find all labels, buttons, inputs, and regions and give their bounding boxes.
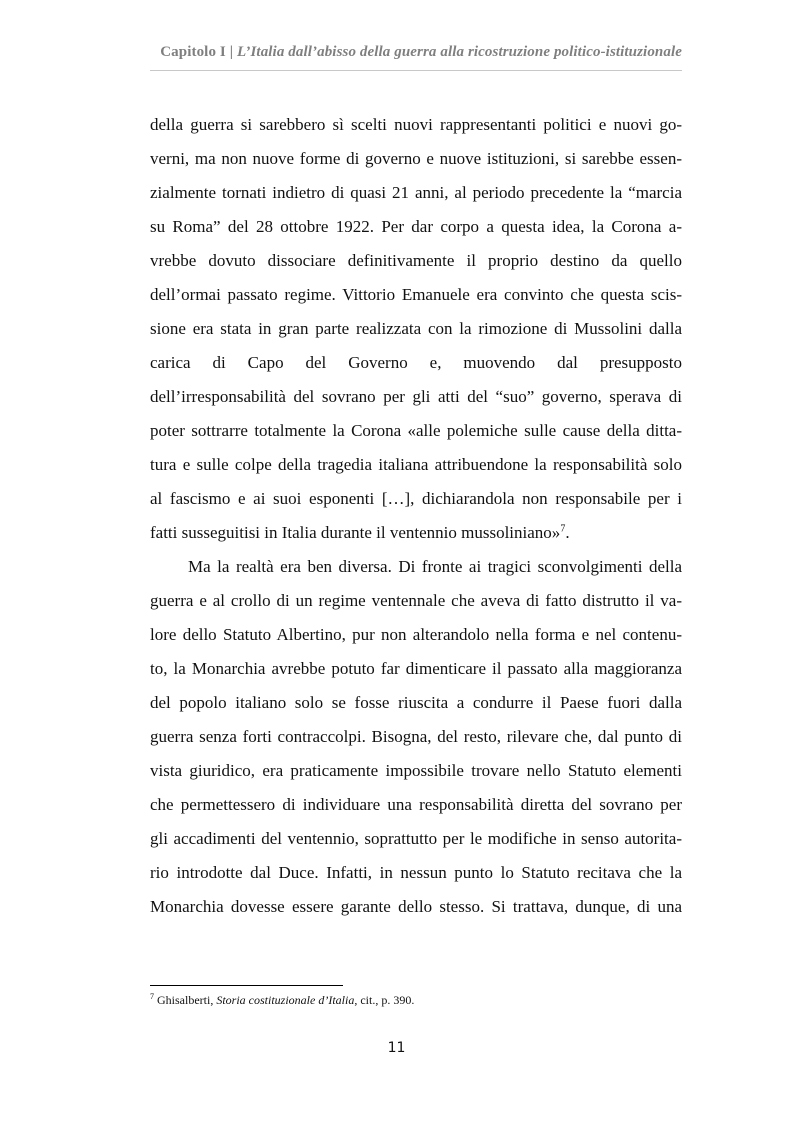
sentence-end: . [565,523,570,542]
text-line: guerra senza forti contraccolpi. Bisogna, del resto, rilevare che, dal punto di [150,727,682,746]
header-separator: | [229,44,234,60]
text-line: dell’irresponsabilità del sovrano per gli atti del “suo” governo, sperava di [150,387,682,406]
footnote-author: Ghisalberti, [154,993,217,1007]
body-text [150,112,682,928]
text-line: sione era stata in gran parte realizzata con la rimozione di Mussolini dalla [150,319,682,338]
footnote [150,992,682,1008]
chapter-title: L’Italia dall’abisso della guerra alla ricostruzione politico-istituzionale [236,44,682,60]
header-divider [150,70,682,71]
text-line: che permettessero di individuare una responsabilità diretta del sovrano per [150,795,682,814]
text-line: carica di Capo del Governo e, muovendo dal presupposto [150,353,682,372]
footnote-work-title: Storia costituzionale d’Italia [216,993,355,1007]
text-line-first: Ma la realtà era ben diversa. Di fronte ai tragici sconvolgimenti della [188,557,682,576]
text-line: dell’ormai passato regime. Vittorio Emanuele era convinto che questa scis- [150,285,682,304]
running-header [150,44,682,68]
text-line-content: fatti susseguitisi in Italia durante il ventennio mussoliniano» [150,523,561,542]
text-line: zialmente tornati indietro di quasi 21 anni, al periodo precedente la “marcia [150,183,682,202]
text-line: della guerra si sarebbero sì scelti nuovi rappresentanti politici e nuovi go- [150,115,682,134]
text-line: del popolo italiano solo se fosse riuscita a condurre il Paese fuori dalla [150,693,682,712]
text-line: vista giuridico, era praticamente impossibile trovare nello Statuto elementi [150,761,682,780]
text-line: su Roma” del 28 ottobre 1922. Per dar corpo a questa idea, la Corona a- [150,217,682,236]
text-line: guerra e al crollo di un regime ventennale che aveva di fatto distrutto il va- [150,591,682,610]
text-line: rio introdotte dal Duce. Infatti, in nessun punto lo Statuto recitava che la [150,863,682,882]
text-line: verni, ma non nuove forme di governo e nuove istituzioni, si sarebbe essen- [150,149,682,168]
paragraph-2 [150,554,682,928]
text-line-last [150,520,682,554]
text-line: vrebbe dovuto dissociare definitivamente il proprio destino da quello [150,251,682,270]
text-line: to, la Monarchia avrebbe potuto far dimenticare il passato alla maggioranza [150,659,682,678]
text-line: poter sottrarre totalmente la Corona «alle polemiche sulle cause della ditta- [150,421,682,440]
footnote-number: 7 [150,992,154,1001]
chapter-label: Capitolo I [160,44,226,60]
text-line: tura e sulle colpe della tragedia italiana attribuendone la responsabilità solo [150,455,682,474]
text-line: Monarchia dovesse essere garante dello stesso. Si trattava, dunque, di una [150,897,682,916]
text-line: lore dello Statuto Albertino, pur non alterandolo nella forma e nel contenu- [150,625,682,644]
text-line: al fascismo e ai suoi esponenti […], dichiarandola non responsabile per i [150,489,682,508]
footnote-divider [150,985,343,986]
paragraph-1 [150,112,682,554]
page-number: 11 [387,1040,406,1056]
footnote-citation: , cit., p. 390. [354,993,415,1007]
text-line: gli accadimenti del ventennio, soprattutto per le modifiche in senso autorita- [150,829,682,848]
footnote-reference[interactable]: 7 [560,523,566,535]
